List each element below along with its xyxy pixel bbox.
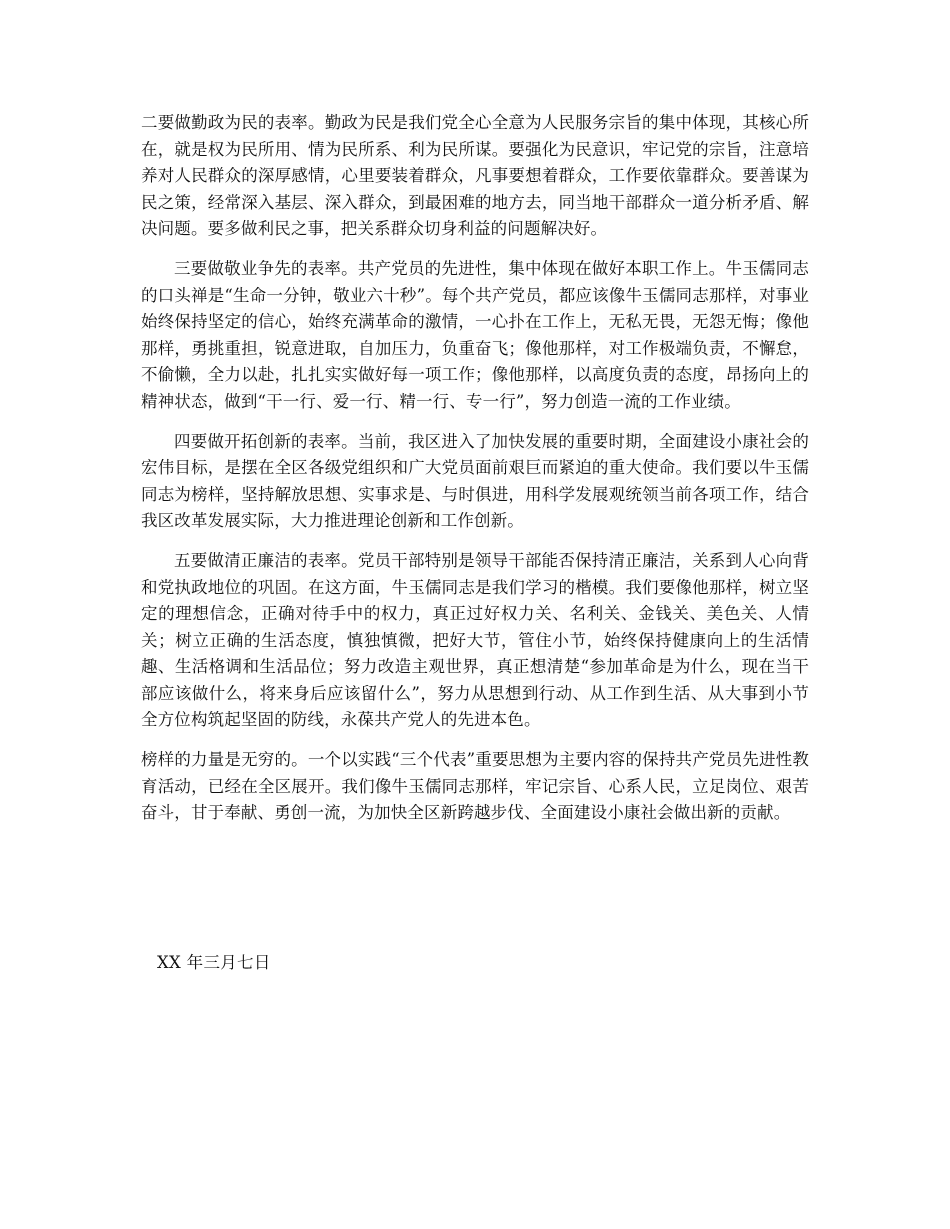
paragraph-diligent-governance: 二要做勤政为民的表率。勤政为民是我们党全心全意为人民服务宗旨的集中体现，其核心所在，就是权为民所用、情为民所系、利为民所谋。要强化为民意识，牢记党的宗旨，注意培养对人民群众的深厚感情，心里要装着群众，凡事要想着群众，工作要依靠群众。要善谋为民之策，经常深入基层、深入群众，到最困难的地方去，同当地干部群众一道分析矛盾、解决问题。要多做利民之事，把关系群众切身利益的问题解决好。: [141, 113, 809, 239]
paragraph-innovation: 四要做开拓创新的表率。当前，我区进入了加快发展的重要时期，全面建设小康社会的宏伟目标，是摆在全区各级党组织和广大党员面前艰巨而紧迫的重大使命。我们要以牛玉儒同志为榜样，坚持解放思想、实事求是、与时俱进，用科学发展观统领当前各项工作，结合我区改革发展实际，大力推进理论创新和工作创新。: [141, 431, 809, 531]
document-date: XX 年三月七日: [157, 953, 271, 972]
document-body: [141, 110, 809, 827]
paragraph-dedication: 三要做敬业争先的表率。共产党员的先进性，集中体现在做好本职工作上。牛玉儒同志的口头禅是“生命一分钟，敬业六十秒”。每个共产党员，都应该像牛玉儒同志那样，对事业始终保持坚定的信心，始终充满革命的激情，一心扑在工作上，无私无畏，无怨无悔；像他那样，勇挑重担，锐意进取，自加压力，负重奋飞；像他那样，对工作极端负责，不懈怠，不偷懒，全力以赴，扎扎实实做好每一项工作；像他那样，以高度负责的态度，昂扬向上的精神状态，做到“干一行、爱一行、精一行、专一行”，努力创造一流的工作业绩。: [141, 258, 809, 411]
paragraph-conclusion: 榜样的力量是无穷的。一个以实践“三个代表”重要思想为主要内容的保持共产党员先进性教育活动，已经在全区展开。我们像牛玉儒同志那样，牢记宗旨、心系人民，立足岗位、艰苦奋斗，甘于奉献、勇创一流，为加快全区新跨越步伐、全面建设小康社会做出新的贡献。: [141, 750, 809, 823]
paragraph-integrity: 五要做清正廉洁的表率。党员干部特别是领导干部能否保持清正廉洁，关系到人心向背和党执政地位的巩固。在这方面，牛玉儒同志是我们学习的楷模。我们要像他那样，树立坚定的理想信念，正确对待手中的权力，真正过好权力关、名利关、金钱关、美色关、人情关；树立正确的生活态度，慎独慎微，把好大节，管住小节，始终保持健康向上的生活情趣、生活格调和生活品位；努力改造主观世界，真正想清楚“参加革命是为什么，现在当干部应该做什么，将来身后应该留什么”，努力从思想到行动、从工作到生活、从大事到小节全方位构筑起坚固的防线，永葆共产党人的先进本色。: [141, 550, 809, 730]
